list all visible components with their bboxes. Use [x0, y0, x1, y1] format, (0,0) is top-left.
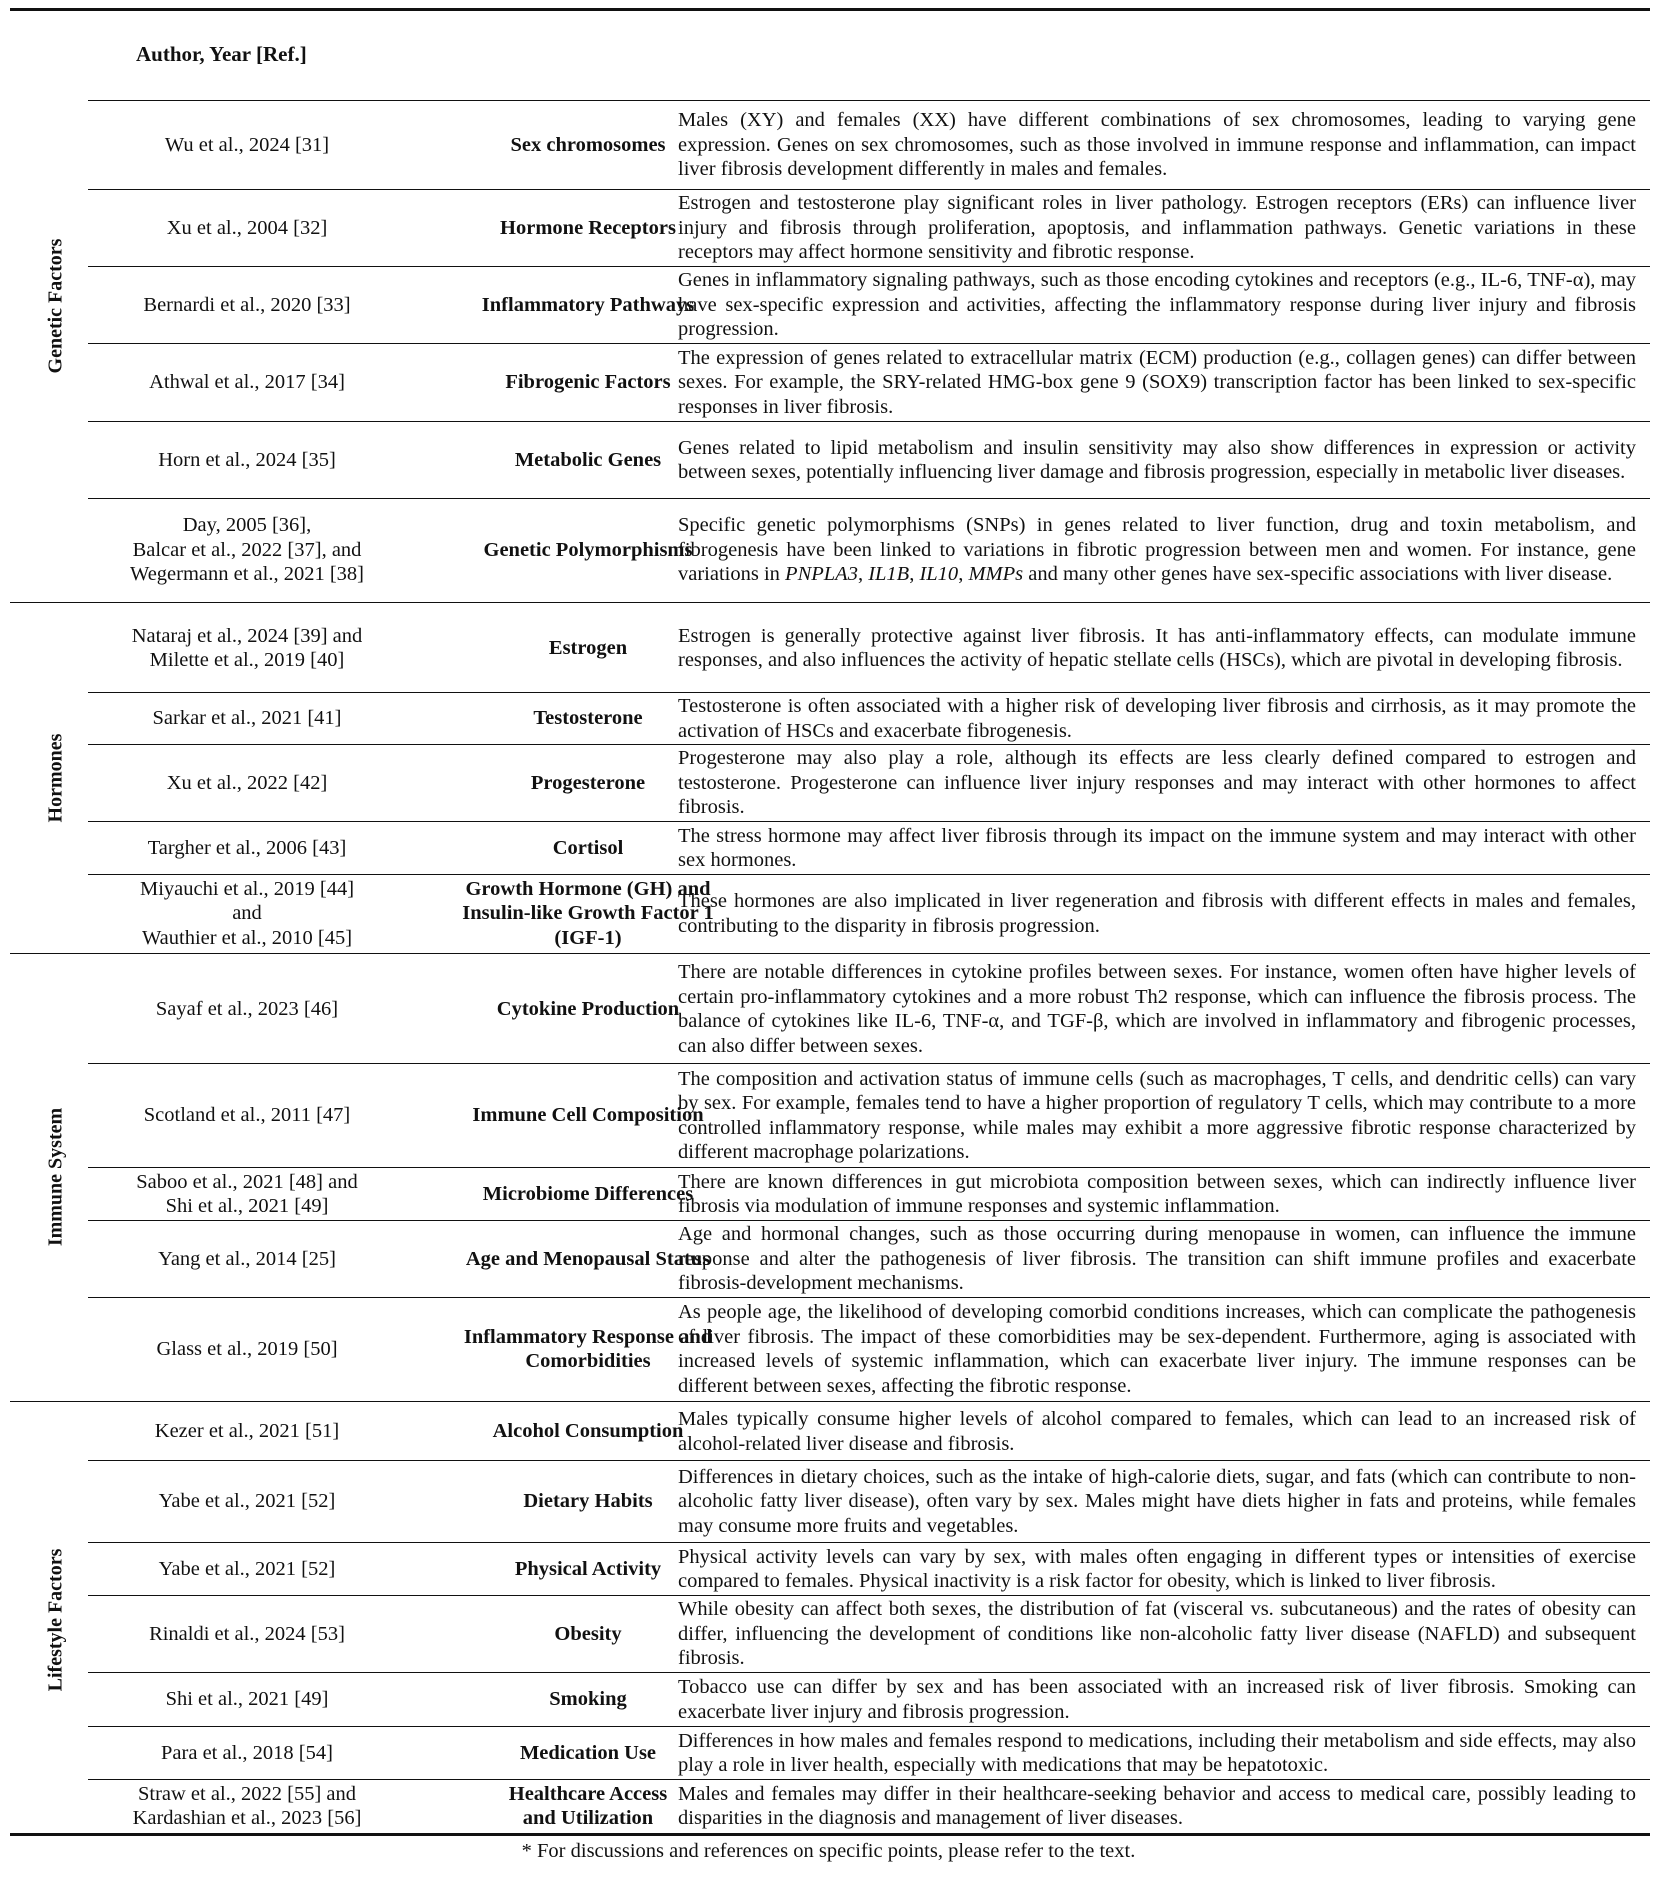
- table-row: [88, 101, 1640, 189]
- row-description: Males and females may differ in their healthcare-seeking behavior and access to medical care, possibly leading to disparities in the diagnosis and management of liver diseases.: [678, 1782, 1636, 1829]
- row-factor: Healthcare Access and Utilization: [508, 1782, 668, 1829]
- row-author: Saboo et al., 2021 [48] and Shi et al., 2021 [49]: [136, 1170, 358, 1217]
- row-divider: [88, 1460, 1650, 1461]
- row-description: There are notable differences in cytokine profiles between sexes. For instance, women often have higher levels of certain pro-inflammatory cytokines and a more robust Th2 response, which can influence the fibrosis process. The balance of cytokines like IL-6, TNF-α, and TGF-β, which are involved in inflammatory and fibrogenic processes, can also differ between sexes.: [678, 961, 1636, 1057]
- row-description: Specific genetic polymorphisms (SNPs) in genes related to liver function, drug and toxin metabolism, and fibrogenesis have been linked to variations in fibrotic progression between men and women. For instance, gene variations in PNPLA3, IL1B, IL10, MMPs and many other genes have sex-specific associations with liver disease.: [678, 514, 1636, 586]
- row-divider: [88, 1595, 1650, 1596]
- row-author: Rinaldi et al., 2024 [53]: [149, 1622, 345, 1645]
- row-description: Age and hormonal changes, such as those occurring during menopause in women, can influence the immune response and alter the pathogenesis of liver fibrosis. The transition can shift immune profiles and exacerbate fibrosis-development mechanisms.: [678, 1223, 1636, 1295]
- table-row: [88, 267, 1640, 343]
- row-author: Para et al., 2018 [54]: [161, 1741, 333, 1764]
- row-author: Day, 2005 [36], Balcar et al., 2022 [37], and Wegermann et al., 2021 [38]: [129, 514, 365, 586]
- table-footnote: * For discussions and references on specific points, please refer to the text.: [521, 1840, 1136, 1862]
- row-divider: [88, 343, 1650, 344]
- row-author: Scotland et al., 2011 [47]: [143, 1104, 351, 1127]
- table-row: [88, 422, 1640, 498]
- table-row: [88, 745, 1640, 821]
- table-row: [88, 499, 1640, 601]
- row-author: Athwal et al., 2017 [34]: [149, 371, 345, 394]
- row-description: While obesity can affect both sexes, the distribution of fat (visceral vs. subcutaneous) and the rates of obesity can differ, influencing the development of conditions like non-alcoholic fatty liver disease (NAFLD) and subsequent fibrosis.: [678, 1598, 1636, 1670]
- row-factor: Cytokine Production: [496, 997, 680, 1020]
- row-description: Tobacco use can differ by sex and has been associated with an increased risk of liver fibrosis. Smoking can exacerbate liver injury and fibrosis progression.: [678, 1676, 1636, 1723]
- row-factor: Medication Use: [519, 1741, 657, 1764]
- row-factor: Smoking: [549, 1688, 627, 1711]
- row-description: Testosterone is often associated with a higher risk of developing liver fibrosis and cirrhosis, as it may promote the activation of HSCs and exacerbate fibrogenesis.: [678, 695, 1636, 742]
- row-description: There are known differences in gut microbiota composition between sexes, which can indirectly influence liver fibrosis via modulation of immune responses and systemic inflammation.: [678, 1170, 1636, 1217]
- table-page: Author, Year [Ref.] Genetic Factors Hormones Immune System Lifestyle Factors Wu et al., 2024 [31] Sex chromosomes Males (XY) and females (XX) have different combinations of sex chromosomes, leading to varying gene expression. Genes on sex chromosomes, such as those involved in immune response and inflammation, can impact liver fibrosis development differently in males and females. Xu et al., 2004 [32] Hormone Receptors Estrogen and testosterone play significant roles in liver pathology. Estrogen receptors (ERs) can influence liver injury and fibrosis through proliferation, apoptosis, and inflammation pathways. Genetic variations in these receptors may affect hormone sensitivity and fibrotic response. Bernardi et al., 2020 [33] Inflammatory Pathways Genes in inflammatory signaling pathways, such as those encoding cytokines and receptors (e.g., IL-6, TNF-α), may have sex-specific expression and activities, affecting the inflammatory response during liver injury and fibrosis progression. Athwal et al., 2017 [34] Fibrogenic Factors The expression of genes related to extracellular matrix (ECM) production (e.g., collagen genes) can differ between sexes. For example, the SRY-related HMG-box gene 9 (SOX9) transcription factor has been linked to sex-specific responses in liver fibrosis. Horn et al., 2024 [35] Metabolic Genes Genes related to lipid metabolism and insulin sensitivity may also show differences in expression or activity between sexes, potentially influencing liver damage and fibrosis progression, especially in metabolic liver diseases. Day, 2005 [36], Balcar et al., 2022 [37], and Wegermann et al., 2021 [38] Genetic Polymorphisms Specific genetic polymorphisms (SNPs) in genes related to liver function, drug and toxin metabolism, and fibrogenesis have been linked to variations in fibrotic progression between men and women. For instance, gene variations in PNPLA3, IL1B, IL10, MMPs and many other genes have sex-specific associations with liver disease. Nataraj et al., 2024 [39] and Milette et al., 2019 [40] Estrogen Estrogen is generally protective against liver fibrosis. It has anti-inflammatory effects, can modulate immune responses, and also influences the activity of hepatic stellate cells (HSCs), which are pivotal in developing fibrosis. Sarkar et al., 2021 [41] Testosterone Testosterone is often associated with a higher risk of developing liver fibrosis and cirrhosis, as it may promote the activation of HSCs and exacerbate fibrogenesis. Xu et al., 2022 [42] Progesterone Progesterone may also play a role, although its effects are less clearly defined compared to estrogen and testosterone. Progesterone can influence liver injury responses and may interact with other hormones to affect fibrosis. Targher et al., 2006 [43] Cortisol The stress hormone may affect liver fibrosis through its impact on the immune system and may interact with other sex hormones. Miyauchi et al., 2019 [44] and Wauthier et al., 2010 [45] Growth Hormone (GH) and Insulin-like Growth Factor 1 (IGF-1) These hormones are also implicated in liver regeneration and fibrosis with different effects in males and females, contributing to the disparity in fibrosis progression. Sayaf et al., 2023 [46] Cytokine Production There are notable differences in cytokine profiles between sexes. For instance, women often have higher levels of certain pro-inflammatory cytokines and a more robust Th2 response, which can influence the fibrosis process. The balance of cytokines like IL-6, TNF-α, and TGF-β, which are involved in inflammatory and fibrogenic processes, can also differ between sexes. Scotland et al., 2011 [47] Immune Cell Composition The composition and activation status of immune cells (such as macrophages, T cells, and dendritic cells) can vary by sex. For example, females tend to have a higher proportion of regulatory T cells, which may contribute to a more controlled inflammatory response, while males may exhibit a more aggressive fibrotic response characterized by different macrophage polarizations. Saboo et al., 2021 [48] and Shi et al., 2021 [49] Microbiome Differences There are known differences in gut microbiota composition between sexes, which can indirectly influence liver fibrosis via modulation of immune responses and systemic inflammation. Yang et al., 2014 [25] Age and Menopausal Status Age and hormonal changes, such as those occurring during menopause in women, can influence the immune response and alter the pathogenesis of liver fibrosis. The transition can shift immune profiles and exacerbate fibrosis-development mechanisms. Glass et al., 2019 [50] Inflammatory Response and Comorbidities As people age, the likelihood of developing comorbid conditions increases, which can complicate the pathogenesis of liver fibrosis. The impact of these comorbidities may be sex-dependent. Furthermore, aging is associated with increased levels of systemic inflammation, which can exacerbate liver injury. The immune responses can be different between sexes, affecting the fibrotic response. Kezer et al., 2021 [51] Alcohol Consumption Males typically consume higher levels of alcohol compared to females, which can lead to an increased risk of alcohol-related liver disease and fibrosis. Yabe et al., 2021 [52] Dietary Habits Differences in dietary choices, such as the intake of high-calorie diets, sugar, and fats (which can contribute to non-alcoholic fatty liver disease), often vary by sex. Males might have diets higher in fats and proteins, while females may consume more fruits and vegetables. Yabe et al., 2021 [52] Physical Activity Physical activity levels can vary by sex, with males often engaging in different types or intensities of exercise compared to females. Physical inactivity is a risk factor for obesity, which is linked to liver fibrosis. Rinaldi et al., 2024 [53] Obesity While obesity can affect both sexes, the distribution of fat (visceral vs. subcutaneous) and the rates of obesity can differ, influencing the development of conditions like non-alcoholic fatty liver disease (NAFLD) and subsequent fibrosis. Shi et al., 2021 [49] Smoking Tobacco use can differ by sex and has been associated with an increased risk of liver fibrosis. Smoking can exacerbate liver injury and fibrosis progression. Para et al., 2018 [54] Medication Use Differences in how males and females respond to medications, including their metabolism and side effects, may also play a role in liver health, especially with medications that may be hepatotoxic. Straw et al., 2022 [55] and Kardashian et al., 2023 [56] Healthcare Access and Utilization Males and females may differ in their healthcare-seeking behavior and access to medical care, possibly leading to disparities in the diagnosis and management of liver diseases. * For discussions and references on specific points, please refer to the text.: [0, 0, 1657, 1877]
- row-description: Physical activity levels can vary by sex, with males often engaging in different types or intensities of exercise compared to females. Physical inactivity is a risk factor for obesity, which is linked to liver fibrosis.: [678, 1545, 1636, 1592]
- row-author: Straw et al., 2022 [55] and Kardashian et al., 2023 [56]: [132, 1782, 362, 1829]
- row-factor: Growth Hormone (GH) and Insulin-like Growth Factor 1 (IGF-1): [462, 877, 714, 949]
- row-description: Males typically consume higher levels of alcohol compared to females, which can lead to an increased risk of alcohol-related liver disease and fibrosis.: [678, 1408, 1636, 1455]
- row-factor: Sex chromosomes: [510, 133, 666, 156]
- row-author: Nataraj et al., 2024 [39] and Milette et al., 2019 [40]: [131, 624, 363, 671]
- table-row: [88, 190, 1640, 266]
- row-description: Differences in dietary choices, such as the intake of high-calorie diets, sugar, and fats (which can contribute to non-alcoholic fatty liver disease), often vary by sex. Males might have diets higher in fats and proteins, while females may consume more fruits and vegetables.: [678, 1465, 1636, 1537]
- bottom-rule: [10, 1833, 1650, 1836]
- row-factor: Testosterone: [533, 707, 643, 730]
- row-divider: [88, 100, 1650, 101]
- table-row: [88, 604, 1640, 692]
- header-author-year: Author, Year [Ref.]: [136, 42, 307, 66]
- row-author: Wu et al., 2024 [31]: [164, 133, 330, 156]
- row-description: Progesterone may also play a role, although its effects are less clearly defined compared to estrogen and testosterone. Progesterone can influence liver injury responses and may interact with other hormones to affect fibrosis.: [678, 747, 1636, 819]
- row-divider: [88, 821, 1650, 822]
- row-author: Glass et al., 2019 [50]: [156, 1337, 338, 1360]
- top-rule: [10, 8, 1650, 11]
- row-description: The stress hormone may affect liver fibrosis through its impact on the immune system and may interact with other sex hormones.: [678, 824, 1636, 871]
- group-divider: [10, 1401, 1650, 1402]
- table-row: [88, 1064, 1640, 1167]
- row-factor: Obesity: [554, 1622, 622, 1645]
- row-author: Shi et al., 2021 [49]: [165, 1688, 329, 1711]
- row-factor: Inflammatory Response and Comorbidities: [463, 1325, 713, 1372]
- table-row: [88, 955, 1640, 1063]
- row-author: Sayaf et al., 2023 [46]: [155, 997, 339, 1020]
- row-author: Yabe et al., 2021 [52]: [158, 1557, 336, 1580]
- table-row: [88, 1403, 1640, 1460]
- row-author: Yabe et al., 2021 [52]: [158, 1490, 336, 1513]
- table-row: [88, 1727, 1640, 1779]
- row-description: Differences in how males and females respond to medications, including their metabolism and side effects, may also play a role in liver health, especially with medications that may be hepatotoxic.: [678, 1729, 1636, 1776]
- row-factor: Microbiome Differences: [482, 1182, 694, 1205]
- table-row: [88, 1596, 1640, 1672]
- row-description: The composition and activation status of immune cells (such as macrophages, T cells, and dendritic cells) can vary by sex. For example, females tend to have a higher proportion of regulatory T cells, which may contribute to a more controlled inflammatory response, while males may exhibit a more aggressive fibrotic response characterized by different macrophage polarizations.: [678, 1067, 1636, 1163]
- row-divider: [88, 1542, 1650, 1543]
- table-row: [88, 1221, 1640, 1297]
- row-divider: [88, 266, 1650, 267]
- row-author: Bernardi et al., 2020 [33]: [143, 293, 351, 316]
- table-row: [88, 1543, 1640, 1595]
- row-divider: [88, 692, 1650, 693]
- row-divider: [88, 1779, 1650, 1780]
- row-divider: [88, 874, 1650, 875]
- row-factor: Fibrogenic Factors: [505, 371, 671, 394]
- row-author: Targher et al., 2006 [43]: [147, 836, 347, 859]
- row-factor: Hormone Receptors: [500, 216, 676, 239]
- row-author: Yang et al., 2014 [25]: [158, 1247, 336, 1270]
- row-divider: [88, 1726, 1650, 1727]
- row-divider: [88, 1220, 1650, 1221]
- table-row: [88, 1461, 1640, 1542]
- table-row: [88, 344, 1640, 421]
- row-divider: [88, 744, 1650, 745]
- row-divider: [88, 189, 1650, 190]
- table-row: [88, 1298, 1640, 1400]
- row-author: Miyauchi et al., 2019 [44] and Wauthier et al., 2010 [45]: [139, 877, 355, 949]
- row-author: Xu et al., 2022 [42]: [166, 771, 328, 794]
- row-divider: [88, 498, 1650, 499]
- row-description: Genes in inflammatory signaling pathways, such as those encoding cytokines and receptors (e.g., IL-6, TNF-α), may have sex-specific expression and activities, affecting the inflammatory response during liver injury and fibrosis progression.: [678, 269, 1636, 341]
- row-divider: [88, 1297, 1650, 1298]
- row-divider: [88, 1672, 1650, 1673]
- row-description: Males (XY) and females (XX) have different combinations of sex chromosomes, leading to varying gene expression. Genes on sex chromosomes, such as those involved in immune response and inflammation, can impact liver fibrosis development differently in males and females.: [678, 109, 1636, 181]
- row-factor: Physical Activity: [514, 1557, 662, 1580]
- row-divider: [88, 1167, 1650, 1168]
- row-factor: Estrogen: [548, 636, 628, 659]
- table-row: [88, 1673, 1640, 1726]
- row-author: Kezer et al., 2021 [51]: [154, 1420, 340, 1443]
- row-description: Estrogen is generally protective against liver fibrosis. It has anti-inflammatory effects, can modulate immune responses, and also influences the activity of hepatic stellate cells (HSCs), which are pivotal in developing fibrosis.: [678, 624, 1636, 671]
- row-description: The expression of genes related to extracellular matrix (ECM) production (e.g., collagen genes) can differ between sexes. For example, the SRY-related HMG-box gene 9 (SOX9) transcription factor has been linked to sex-specific responses in liver fibrosis.: [678, 346, 1636, 418]
- row-factor: Age and Menopausal Status: [465, 1247, 711, 1270]
- row-factor: Progesterone: [530, 771, 646, 794]
- row-author: Sarkar et al., 2021 [41]: [152, 707, 342, 730]
- table-row: [88, 693, 1640, 744]
- row-author: Horn et al., 2024 [35]: [158, 448, 336, 471]
- table-row: [88, 1780, 1640, 1832]
- row-divider: [88, 1063, 1650, 1064]
- row-description: Estrogen and testosterone play significant roles in liver pathology. Estrogen receptors (ERs) can influence liver injury and fibrosis through proliferation, apoptosis, and inflammation pathways. Genetic variations in these receptors may affect hormone sensitivity and fibrotic response.: [678, 192, 1636, 264]
- group-divider: [10, 953, 1650, 954]
- row-description: Genes related to lipid metabolism and insulin sensitivity may also show differences in expression or activity between sexes, potentially influencing liver damage and fibrosis progression, especially in metabolic liver diseases.: [678, 436, 1636, 483]
- row-factor: Inflammatory Pathways: [481, 293, 695, 316]
- row-description: As people age, the likelihood of developing comorbid conditions increases, which can complicate the pathogenesis of liver fibrosis. The impact of these comorbidities may be sex-dependent. Furthermore, aging is associated with increased levels of systemic inflammation, which can exacerbate liver injury. The immune responses can be different between sexes, affecting the fibrotic response.: [678, 1301, 1636, 1397]
- row-divider: [88, 421, 1650, 422]
- row-description: These hormones are also implicated in liver regeneration and fibrosis with different effects in males and females, contributing to the disparity in fibrosis progression.: [678, 890, 1636, 937]
- row-factor: Genetic Polymorphisms: [483, 538, 693, 561]
- table-row: [88, 822, 1640, 874]
- group-divider: [10, 602, 1650, 603]
- table-row: [88, 1168, 1640, 1220]
- table-row: [88, 875, 1640, 952]
- row-factor: Dietary Habits: [523, 1490, 653, 1513]
- row-factor: Metabolic Genes: [514, 448, 662, 471]
- row-factor: Cortisol: [552, 836, 624, 859]
- row-factor: Alcohol Consumption: [492, 1420, 684, 1443]
- row-factor: Immune Cell Composition: [472, 1104, 704, 1127]
- row-author: Xu et al., 2004 [32]: [166, 216, 328, 239]
